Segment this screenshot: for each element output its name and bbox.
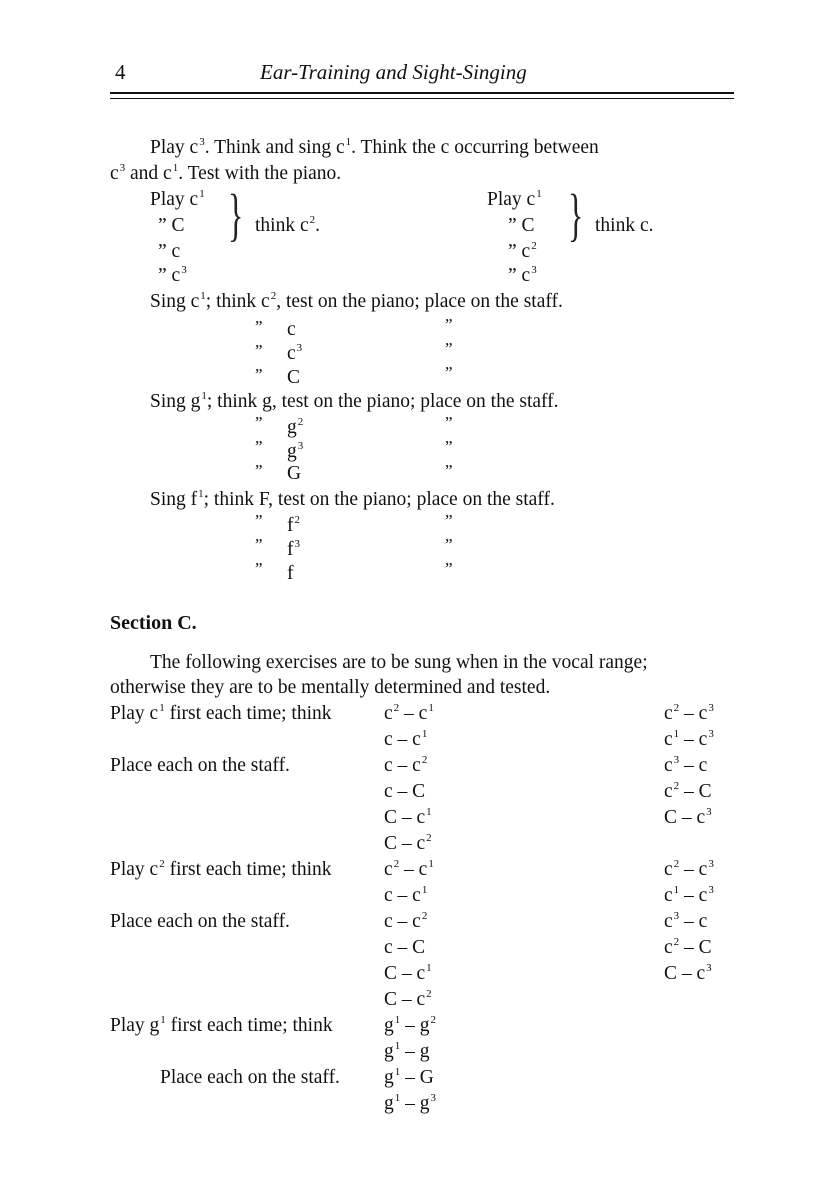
section-heading: Section C. [110, 612, 197, 634]
interval-item: $c^3$ – c [664, 754, 708, 776]
interval-item: c – C [384, 937, 426, 958]
interval-item: $c^2 - c^1$ [384, 702, 434, 724]
section-paragraph-line-1: The following exercises are to be sung when in the vocal range; [150, 652, 648, 673]
play-row: Play $c^1$ [487, 188, 542, 210]
sing-sub: $f^2$ [287, 514, 300, 536]
interval-item: $g^1$ – G [384, 1066, 434, 1088]
interval-item: $c^1 - c^3$ [664, 884, 714, 906]
interval-item: c – $c^1$ [384, 728, 428, 750]
play-row: ” $c^2$ [508, 240, 537, 262]
ditto-mark: ” [445, 339, 453, 358]
interval-item: $c^3$ – c [664, 910, 708, 932]
ditto-mark: ” [255, 511, 263, 530]
ditto-mark: ” [445, 413, 453, 432]
ditto-mark: ” [445, 461, 453, 480]
sing-line: Sing $c^1$; think $c^2$, test on the piano; place on the staff. [150, 290, 563, 312]
sing-sub: c [287, 319, 296, 340]
place-instruction: Place each on the staff. [160, 1067, 340, 1088]
section-paragraph-line-2: otherwise they are to be mentally determined and tested. [110, 677, 551, 698]
ditto-mark: ” [255, 535, 263, 554]
header-rule-thin [110, 98, 734, 99]
exercise-instruction: Play $g^1$ first each time; think [110, 1014, 333, 1036]
interval-item: C – $c^1$ [384, 806, 432, 828]
running-title: Ear-Training and Sight-Singing [260, 60, 527, 84]
interval-item: C – $c^3$ [664, 806, 712, 828]
interval-item: $g^1$ – g [384, 1040, 430, 1062]
interval-item: $c^2$ – C [664, 936, 712, 958]
interval-item: $c^2 - c^3$ [664, 858, 714, 880]
play-row: ” C [158, 215, 185, 236]
think-label: think $c^2$. [255, 214, 320, 236]
left-brace-icon: } [228, 182, 244, 247]
ditto-mark: ” [445, 437, 453, 456]
play-row: ” $c^3$ [508, 264, 537, 286]
sing-sub: $g^2$ [287, 416, 304, 438]
interval-item: $g^1 - g^2$ [384, 1014, 436, 1036]
exercise-instruction: Play $c^1$ first each time; think [110, 702, 332, 724]
ditto-mark: ” [445, 511, 453, 530]
play-row: ” $c^3$ [158, 264, 187, 286]
exercise-instruction: Play $c^2$ first each time; think [110, 858, 332, 880]
interval-item: c – $c^2$ [384, 910, 428, 932]
intro-line-2: $c^3$ and $c^1$. Test with the piano. [110, 162, 342, 184]
interval-item: C – $c^2$ [384, 832, 432, 854]
ditto-mark: ” [255, 559, 263, 578]
interval-item: C – $c^2$ [384, 988, 432, 1010]
interval-item: $c^2$ – C [664, 780, 712, 802]
ditto-mark: ” [445, 363, 453, 382]
ditto-mark: ” [255, 365, 263, 384]
interval-item: $c^1 - c^3$ [664, 728, 714, 750]
play-row: ” c [158, 241, 181, 262]
ditto-mark: ” [255, 317, 263, 336]
interval-item: c – $c^1$ [384, 884, 428, 906]
play-row: ” C [508, 215, 535, 236]
interval-item: $g^1 - g^3$ [384, 1092, 436, 1114]
ditto-mark: ” [255, 437, 263, 456]
sing-line: Sing $g^1$; think g, test on the piano; place on the staff. [150, 390, 559, 412]
interval-item: c – C [384, 781, 426, 802]
place-instruction: Place each on the staff. [110, 755, 290, 776]
think-label: think c. [595, 215, 654, 236]
interval-item: $c^2 - c^1$ [384, 858, 434, 880]
sing-sub: f [287, 563, 294, 584]
ditto-mark: ” [445, 559, 453, 578]
ditto-mark: ” [445, 535, 453, 554]
ditto-mark: ” [255, 413, 263, 432]
play-row: Play $c^1$ [150, 188, 205, 210]
interval-item: C – $c^1$ [384, 962, 432, 984]
ditto-mark: ” [255, 461, 263, 480]
sing-sub: $c^3$ [287, 342, 303, 364]
sing-sub: $f^3$ [287, 538, 300, 560]
sing-sub: C [287, 367, 301, 388]
interval-item: c – $c^2$ [384, 754, 428, 776]
page-number: 4 [115, 60, 126, 84]
interval-item: C – $c^3$ [664, 962, 712, 984]
sing-sub: $g^3$ [287, 440, 304, 462]
sing-sub: G [287, 463, 302, 484]
place-instruction: Place each on the staff. [110, 911, 290, 932]
sing-line: Sing $f^1$; think F, test on the piano; place on the staff. [150, 488, 555, 510]
header-rule [110, 92, 734, 94]
ditto-mark: ” [445, 315, 453, 334]
ditto-mark: ” [255, 341, 263, 360]
interval-item: $c^2 - c^3$ [664, 702, 714, 724]
right-brace-icon: } [568, 182, 584, 247]
intro-line-1: Play $c^3$. Think and sing $c^1$. Think the c occurring between [150, 136, 599, 158]
